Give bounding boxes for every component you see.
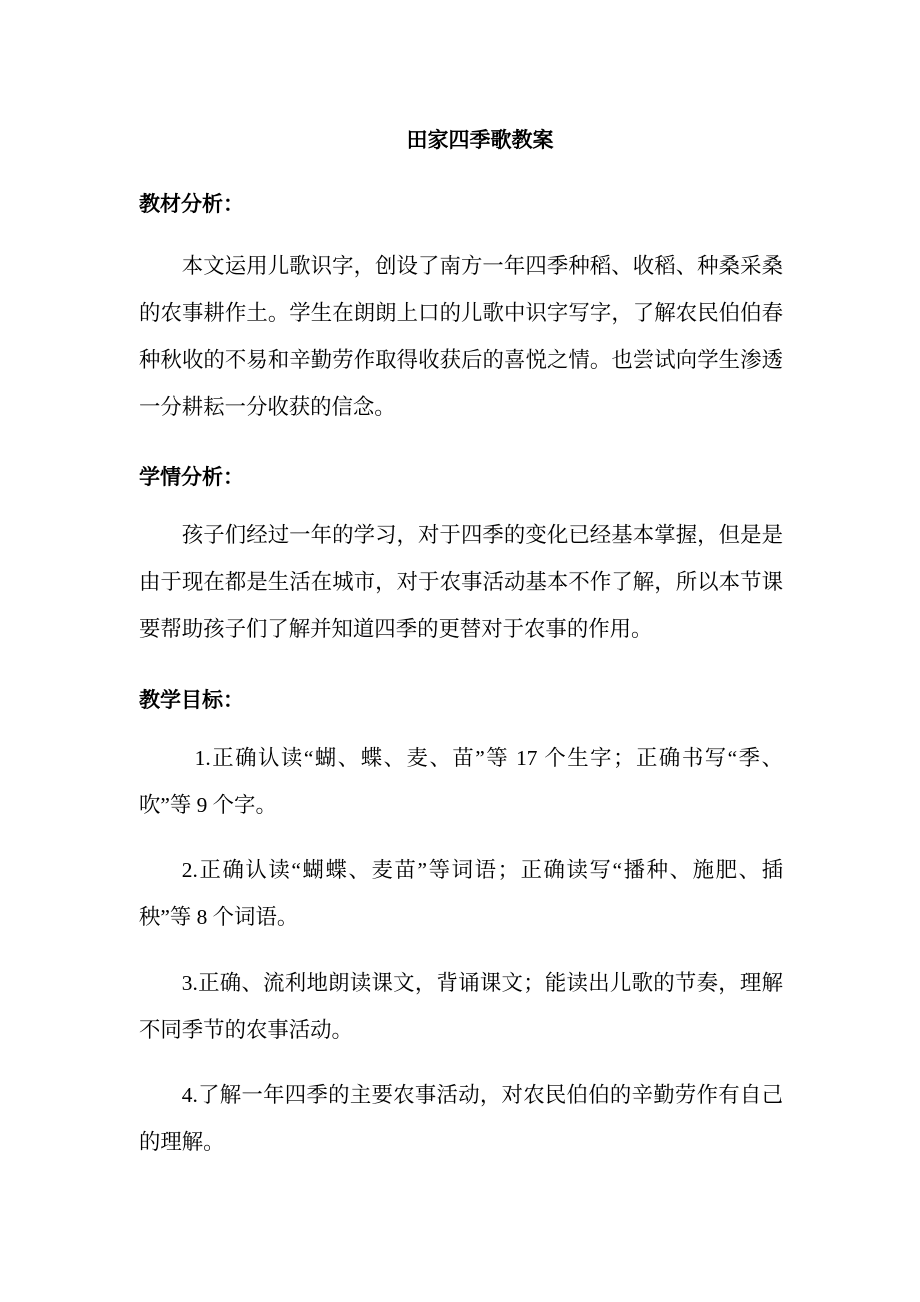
teaching-goal-3: 3.正确、流利地朗读课文，背诵课文；能读出儿歌的节奏，理解不同季节的农事活动。 <box>139 971 783 1042</box>
material-analysis-paragraph: 本文运用儿歌识字，创设了南方一年四季种稻、收稻、种桑采桑的农事耕作土。学生在朗朗上口的儿歌中识字写字，了解农民伯伯春种秋收的不易和辛勤劳作取得收获后的喜悦之情。也尝试向学生渗透一分耕耘一分收获的信念。 <box>139 254 783 419</box>
teaching-goal-2: 2.正确认读“蝴蝶、麦苗”等词语；正确读写“播种、施肥、插秧”等 8 个词语。 <box>139 858 783 929</box>
student-analysis-paragraph: 孩子们经过一年的学习，对于四季的变化已经基本掌握，但是是由于现在都是生活在城市，对于农事活动基本不作了解，所以本节课要帮助孩子们了解并知道四季的更替对于农事的作用。 <box>139 523 783 641</box>
section-heading-student-analysis: 学情分析： <box>139 465 244 489</box>
section-heading-material-analysis: 教材分析： <box>139 192 244 216</box>
teaching-goal-1: 1.正确认读“蝴、蝶、麦、苗”等 17 个生字；正确书写“季、吹”等 9 个字。 <box>139 746 783 817</box>
teaching-goal-4: 4.了解一年四季的主要农事活动，对农民伯伯的辛勤劳作有自己的理解。 <box>139 1083 783 1154</box>
section-heading-teaching-goals: 教学目标： <box>139 688 244 712</box>
document-title: 田家四季歌教案 <box>406 128 554 152</box>
